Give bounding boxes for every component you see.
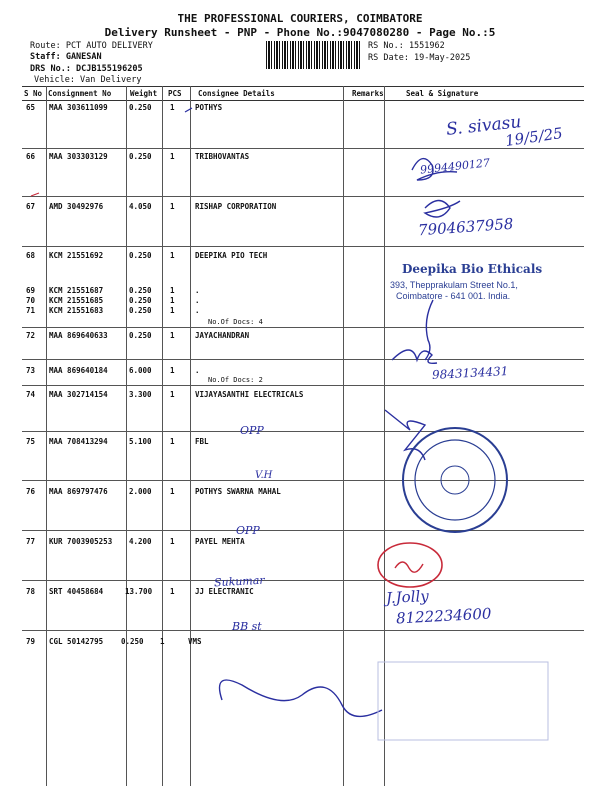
row-consignee: RISHAP CORPORATION [195,202,277,211]
docs-count-note: No.Of Docs: 2 [208,376,263,384]
row-consignment: KCM 21551687 [49,286,104,295]
row-consignment: KUR 7003905253 [49,537,113,546]
row-sno: 77 [26,537,36,546]
row-consignment: KCM 21551692 [49,251,104,260]
col-signature: Seal & Signature [404,87,584,101]
row-weight: 0.250 [129,152,152,161]
col-weight: Weight [128,87,166,101]
signature-scribble [425,201,460,218]
row-consignee: . [195,286,200,295]
row-weight: 13.700 [125,587,153,596]
row-weight: 0.250 [129,103,152,112]
row-sno: 67 [26,202,36,211]
handwritten-note: OPP [236,524,260,537]
row-weight: 4.200 [129,537,152,546]
row-weight: 2.000 [129,487,152,496]
row-consignee: . [195,366,200,375]
tick-mark [185,108,192,112]
handwritten-signature: S. sivasu [445,112,523,140]
signature-scribble [412,159,457,180]
rs-number: RS No.: 1551962 [368,41,445,51]
handwritten-phone: 9994490127 [419,156,491,177]
row-pcs: 1 [170,366,175,375]
row-consignment: MAA 303611099 [49,103,108,112]
row-consignee: TRIBHOVANTAS [195,152,250,161]
row-consignment: CGL 50142795 [49,637,104,646]
row-weight: 0.250 [129,331,152,340]
row-weight: 3.300 [129,390,152,399]
row-weight: 0.250 [121,637,144,646]
row-pcs: 1 [170,487,175,496]
handwritten-note: Sukumar [213,573,265,590]
row-consignment: MAA 869640184 [49,366,108,375]
row-consignment: MAA 869640633 [49,331,108,340]
row-pcs: 1 [170,251,175,260]
row-consignee: PAYEL MEHTA [195,537,245,546]
handwritten-note: V.H [255,470,273,481]
docs-count-note: No.Of Docs: 4 [208,318,263,326]
row-consignee: POTHYS SWARNA MAHAL [195,487,281,496]
row-sno: 73 [26,366,36,375]
row-weight: 5.100 [129,437,152,446]
row-pcs: 1 [170,537,175,546]
drs-number: DRS No.: DCJB155196205 [30,64,143,74]
row-sno: 65 [26,103,36,112]
row-weight: 0.250 [129,296,152,305]
row-sno: 78 [26,587,36,596]
row-pcs: 1 [170,390,175,399]
company-seal-core [441,466,469,494]
row-sno: 69 [26,286,36,295]
row-weight: 6.000 [129,366,152,375]
row-sno: 68 [26,251,36,260]
row-sno: 70 [26,296,36,305]
signature-scribble [220,680,383,716]
row-consignment: MAA 708413294 [49,437,108,446]
col-consignment: Consignment No [46,87,128,101]
red-circle-mark [378,543,442,587]
row-pcs: 1 [170,286,175,295]
company-seal-inner [415,440,495,520]
handwritten-note: BB st [232,620,262,633]
row-sno: 71 [26,306,36,315]
signature-scribble [392,350,437,363]
row-pcs: 1 [160,637,165,646]
row-consignee: VIJAYASANTHI ELECTRICALS [195,390,304,399]
col-consignee: Consignee Details [196,87,350,101]
row-sno: 76 [26,487,36,496]
route-label: Route: PCT AUTO DELIVERY [30,41,153,51]
row-consignment: KCM 21551685 [49,296,104,305]
tick-mark [31,193,39,196]
row-pcs: 1 [170,331,175,340]
row-sno: 66 [26,152,36,161]
row-pcs: 1 [170,202,175,211]
rs-date: RS Date: 19-May-2025 [368,53,471,63]
row-consignee: JAYACHANDRAN [195,331,250,340]
row-consignment: MAA 869797476 [49,487,108,496]
row-consignee: VMS [188,637,202,646]
row-consignment: AMD 30492976 [49,202,104,211]
handwritten-note: OPP [240,424,264,437]
signature-scribble [385,410,425,460]
row-pcs: 1 [170,103,175,112]
row-consignee: . [195,296,200,305]
row-consignee: . [195,306,200,315]
handwritten-signature: J.Jolly [385,586,430,608]
row-consignment: MAA 302714154 [49,390,108,399]
col-pcs: PCS [166,87,196,101]
row-consignee: FBL [195,437,209,446]
row-weight: 0.250 [129,286,152,295]
row-pcs: 1 [170,306,175,315]
company-seal [403,428,507,532]
row-pcs: 1 [170,152,175,161]
row-consignment: SRT 40458684 [49,587,104,596]
handwritten-phone: 9843134431 [431,364,509,382]
row-sno: 72 [26,331,36,340]
runsheet-subtitle: Delivery Runsheet - PNP - Phone No.:9047080280 - Page No.:5 [104,26,496,39]
row-weight: 4.050 [129,202,152,211]
col-sno: S No [22,87,46,101]
stamp-address-line: Coimbatore - 641 001. India. [396,291,511,301]
col-remarks: Remarks [350,87,404,101]
vehicle-label: Vehicle: Van Delivery [34,75,142,85]
row-pcs: 1 [170,296,175,305]
row-consignment: MAA 303303129 [49,152,108,161]
row-weight: 0.250 [129,306,152,315]
row-sno: 75 [26,437,36,446]
red-initial-mark [395,562,423,572]
row-consignee: POTHYS [195,103,223,112]
staff-label: Staff: GANESAN [30,52,102,62]
handwritten-phone: 7904637958 [417,214,514,240]
row-consignee: JJ ELECTRANIC [195,587,254,596]
faded-stamp [378,662,548,740]
row-consignee: DEEPIKA PIO TECH [195,251,268,260]
row-sno: 74 [26,390,36,399]
handwritten-phone: 8122234600 [395,604,492,628]
row-pcs: 1 [170,437,175,446]
row-sno: 79 [26,637,36,646]
handwritten-date: 19/5/25 [504,124,564,150]
row-weight: 0.250 [129,251,152,260]
row-consignment: KCM 21551683 [49,306,104,315]
company-title: THE PROFESSIONAL COURIERS, COIMBATORE [177,12,423,25]
stamp-address-line: 393, Thepprakulam Street No.1, [390,280,518,290]
row-pcs: 1 [170,587,175,596]
stamp-company-name: Deepika Bio Ethicals [402,262,543,276]
